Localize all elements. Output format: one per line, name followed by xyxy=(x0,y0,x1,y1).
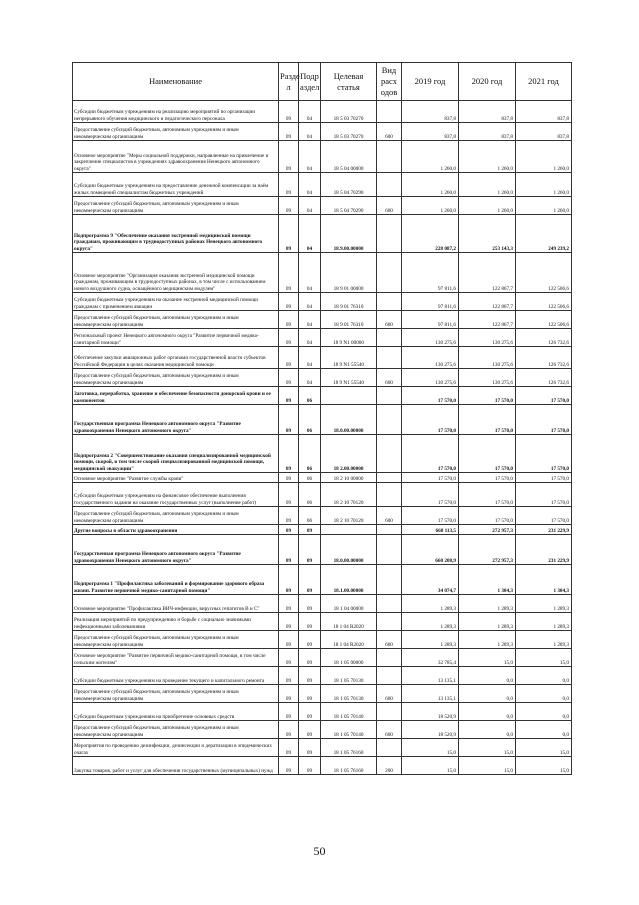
row-expense-type-cell xyxy=(377,525,402,535)
row-target-article-cell: 18 9 N1 00000 xyxy=(321,329,377,347)
row-name-cell: Предоставление субсидий бюджетным, автономным учреждениям и иным некоммерческим организациям xyxy=(73,197,279,215)
row-section-cell: 09 xyxy=(279,535,299,565)
row-year-2020-cell: 0,0 xyxy=(459,721,516,739)
row-expense-type-cell xyxy=(377,703,402,721)
row-target-article-cell: 18 5 04 00000 xyxy=(321,141,377,173)
row-expense-type-cell xyxy=(377,565,402,595)
table-row xyxy=(73,535,572,565)
row-section-cell: 09 xyxy=(279,649,299,667)
row-section-cell: 09 xyxy=(279,435,299,473)
row-section-cell: 09 xyxy=(279,329,299,347)
table-row xyxy=(73,649,572,667)
row-year-2021-cell: 17 570,0 xyxy=(516,483,572,507)
row-target-article-cell: 18 1 04 R2020 xyxy=(321,613,377,631)
row-year-2020-cell: 130 275,6 xyxy=(459,347,516,369)
row-subsection-cell: 09 xyxy=(299,631,321,649)
row-subsection-cell: 04 xyxy=(299,101,321,123)
row-subsection-cell: 04 xyxy=(299,253,321,293)
row-section-cell: 09 xyxy=(279,405,299,435)
row-section-cell: 09 xyxy=(279,311,299,329)
row-year-2019-cell: 1 289,3 xyxy=(402,595,459,613)
row-section-cell: 09 xyxy=(279,565,299,595)
row-year-2021-cell: 1 289,3 xyxy=(516,631,572,649)
header-section: Разде л xyxy=(279,63,299,101)
row-target-article-cell: 18 9 N1 55540 xyxy=(321,347,377,369)
row-subsection-cell: 04 xyxy=(299,293,321,311)
row-subsection-cell: 04 xyxy=(299,173,321,197)
row-section-cell: 09 xyxy=(279,613,299,631)
header-year-2019: 2019 год xyxy=(402,63,459,101)
row-target-article-cell: 18 5 04 70290 xyxy=(321,197,377,215)
row-year-2021-cell: 126 732,6 xyxy=(516,329,572,347)
row-name-cell: Основное мероприятие "Развитие первичной медико-санитарной помощи, в том числе сельским жителям" xyxy=(73,649,279,667)
row-section-cell: 09 xyxy=(279,215,299,253)
row-expense-type-cell xyxy=(377,405,402,435)
row-subsection-cell: 09 xyxy=(299,703,321,721)
row-year-2021-cell: 17 570,0 xyxy=(516,473,572,483)
row-year-2020-cell: 1 260,0 xyxy=(459,197,516,215)
row-expense-type-cell xyxy=(377,101,402,123)
row-expense-type-cell xyxy=(377,473,402,483)
row-year-2020-cell: 17 570,0 xyxy=(459,435,516,473)
row-name-cell: Субсидии бюджетным учреждениям на оказание экстренной медицинской помощи гражданам с применением авиации xyxy=(73,293,279,311)
row-expense-type-cell xyxy=(377,141,402,173)
row-year-2021-cell: 0,0 xyxy=(516,721,572,739)
row-year-2020-cell: 15,0 xyxy=(459,757,516,775)
row-year-2019-cell: 17 570,0 xyxy=(402,435,459,473)
row-section-cell: 09 xyxy=(279,685,299,703)
row-section-cell: 09 xyxy=(279,387,299,405)
row-subsection-cell: 09 xyxy=(299,739,321,757)
row-year-2020-cell: 122 867,7 xyxy=(459,293,516,311)
table-row xyxy=(73,387,572,405)
row-name-cell: Реализация мероприятий по предупреждению и борьбе с социально значимыми инфекционными заболеваниями xyxy=(73,613,279,631)
row-year-2021-cell: 126 732,6 xyxy=(516,347,572,369)
row-year-2019-cell: 1 289,3 xyxy=(402,613,459,631)
row-year-2021-cell: 231 229,9 xyxy=(516,535,572,565)
row-target-article-cell: 18 9 N1 55540 xyxy=(321,369,377,387)
row-subsection-cell: 06 xyxy=(299,473,321,483)
row-expense-type-cell xyxy=(377,739,402,757)
row-target-article-cell: 18 2 10 70120 xyxy=(321,483,377,507)
row-target-article-cell: 18 5 03 70270 xyxy=(321,123,377,141)
row-section-cell: 09 xyxy=(279,197,299,215)
row-year-2019-cell: 13 135,1 xyxy=(402,685,459,703)
row-target-article-cell: 18 2 10 00000 xyxy=(321,473,377,483)
row-name-cell: Предоставление субсидий бюджетным, автономным учреждениям и иным некоммерческим организациям xyxy=(73,123,279,141)
row-name-cell: Подпрограмма 1 "Профилактика заболеваний и формирование здорового образа жизни. Развитие первичной медико-санитарной помощи" xyxy=(73,565,279,595)
header-name: Наименование xyxy=(73,63,279,101)
row-subsection-cell: 06 xyxy=(299,405,321,435)
row-expense-type-cell xyxy=(377,595,402,613)
table-row xyxy=(73,101,572,123)
row-name-cell: Субсидии бюджетным учреждениям на предоставление денежной компенсации за наём жилых помещений специалистам бюджетных учреждений xyxy=(73,173,279,197)
row-year-2020-cell: 1 260,0 xyxy=(459,141,516,173)
row-year-2019-cell: 228 087,2 xyxy=(402,215,459,253)
row-subsection-cell: 06 xyxy=(299,435,321,473)
row-section-cell: 09 xyxy=(279,253,299,293)
row-year-2021-cell: 17 570,0 xyxy=(516,405,572,435)
row-section-cell: 09 xyxy=(279,525,299,535)
row-expense-type-cell xyxy=(377,483,402,507)
row-year-2021-cell: 15,0 xyxy=(516,739,572,757)
row-name-cell: Основное мероприятие "Профилактика ВИЧ-инфекции, вирусных гепатитов В и С" xyxy=(73,595,279,613)
row-subsection-cell: 09 xyxy=(299,535,321,565)
row-year-2019-cell: 97 811,6 xyxy=(402,253,459,293)
row-year-2019-cell: 13 135,1 xyxy=(402,667,459,685)
row-section-cell: 09 xyxy=(279,173,299,197)
row-subsection-cell: 06 xyxy=(299,507,321,525)
table-row xyxy=(73,293,572,311)
row-year-2020-cell: 837,8 xyxy=(459,101,516,123)
row-year-2021-cell: 231 229,9 xyxy=(516,525,572,535)
table-row xyxy=(73,595,572,613)
row-year-2019-cell: 837,8 xyxy=(402,101,459,123)
row-target-article-cell: 18 1 05 70130 xyxy=(321,667,377,685)
row-target-article-cell: 18 1 05 76160 xyxy=(321,739,377,757)
table-row xyxy=(73,757,572,775)
row-section-cell: 09 xyxy=(279,631,299,649)
row-section-cell: 09 xyxy=(279,101,299,123)
row-target-article-cell: 18 9 01 76310 xyxy=(321,311,377,329)
row-year-2020-cell: 272 957,3 xyxy=(459,525,516,535)
row-year-2021-cell: 837,8 xyxy=(516,123,572,141)
row-year-2020-cell: 130 275,6 xyxy=(459,369,516,387)
row-year-2019-cell: 1 289,3 xyxy=(402,631,459,649)
row-subsection-cell: 09 xyxy=(299,667,321,685)
row-subsection-cell: 04 xyxy=(299,141,321,173)
row-year-2020-cell: 17 570,0 xyxy=(459,483,516,507)
row-name-cell: Субсидии бюджетным учреждениям на проведение текущего и капитального ремонта xyxy=(73,667,279,685)
header-year-2020: 2020 год xyxy=(459,63,516,101)
row-year-2021-cell: 1 260,0 xyxy=(516,173,572,197)
row-section-cell: 09 xyxy=(279,483,299,507)
row-name-cell: Субсидии бюджетным учреждениям на реализацию мероприятий по организации непрерывного обучения медицинского и педагогического персонала xyxy=(73,101,279,123)
budget-table-container xyxy=(72,62,571,775)
row-target-article-cell: 18 1 05 70140 xyxy=(321,703,377,721)
table-row xyxy=(73,405,572,435)
row-section-cell: 09 xyxy=(279,141,299,173)
row-name-cell: Предоставление субсидий бюджетным, автономным учреждениям и иным некоммерческим организациям xyxy=(73,311,279,329)
row-expense-type-cell: 600 xyxy=(377,197,402,215)
row-target-article-cell: 18 1 04 R2020 xyxy=(321,631,377,649)
row-subsection-cell: 06 xyxy=(299,483,321,507)
row-section-cell: 09 xyxy=(279,703,299,721)
row-year-2019-cell: 130 275,6 xyxy=(402,347,459,369)
row-year-2019-cell: 17 570,0 xyxy=(402,405,459,435)
table-row xyxy=(73,525,572,535)
row-year-2019-cell: 97 811,6 xyxy=(402,311,459,329)
row-year-2020-cell: 0,0 xyxy=(459,667,516,685)
table-row xyxy=(73,347,572,369)
row-name-cell: Региональный проект Ненецкого автономного округа "Развитие первичной медико-санитарной помощи" xyxy=(73,329,279,347)
table-row xyxy=(73,483,572,507)
row-name-cell: Субсидии бюджетным учреждениям на приобретение основных средств xyxy=(73,703,279,721)
row-target-article-cell xyxy=(321,387,377,405)
row-year-2021-cell: 0,0 xyxy=(516,703,572,721)
row-year-2020-cell: 17 570,0 xyxy=(459,405,516,435)
row-section-cell: 09 xyxy=(279,369,299,387)
row-name-cell: Предоставление субсидий бюджетным, автономным учреждениям и иным некоммерческим организациям xyxy=(73,631,279,649)
row-expense-type-cell xyxy=(377,329,402,347)
table-row xyxy=(73,329,572,347)
row-year-2021-cell: 0,0 xyxy=(516,667,572,685)
row-name-cell: Мероприятия по проведению дезинфекции, дезинсекции и дератизации в эпидемических очагах xyxy=(73,739,279,757)
row-year-2019-cell: 15,0 xyxy=(402,757,459,775)
row-year-2020-cell: 1 289,3 xyxy=(459,631,516,649)
row-expense-type-cell xyxy=(377,173,402,197)
row-target-article-cell: 18 1 05 00000 xyxy=(321,649,377,667)
row-year-2021-cell: 0,0 xyxy=(516,685,572,703)
row-expense-type-cell xyxy=(377,387,402,405)
row-expense-type-cell: 600 xyxy=(377,507,402,525)
row-expense-type-cell: 600 xyxy=(377,631,402,649)
row-expense-type-cell: 600 xyxy=(377,311,402,329)
row-year-2021-cell: 17 570,0 xyxy=(516,435,572,473)
budget-table xyxy=(72,62,572,775)
row-subsection-cell: 09 xyxy=(299,685,321,703)
table-row xyxy=(73,703,572,721)
row-expense-type-cell xyxy=(377,649,402,667)
row-section-cell: 09 xyxy=(279,293,299,311)
row-section-cell: 09 xyxy=(279,667,299,685)
row-name-cell: Предоставление субсидий бюджетным, автономным учреждениям и иным некоммерческим организациям xyxy=(73,721,279,739)
row-year-2019-cell: 1 260,0 xyxy=(402,141,459,173)
row-target-article-cell: 18 9 01 76310 xyxy=(321,293,377,311)
row-name-cell: Предоставление субсидий бюджетным, автономным учреждениям и иным некоммерческим организациям xyxy=(73,507,279,525)
row-year-2020-cell: 253 143,3 xyxy=(459,215,516,253)
row-section-cell: 09 xyxy=(279,347,299,369)
row-year-2021-cell: 15,0 xyxy=(516,757,572,775)
row-year-2019-cell: 18 520,9 xyxy=(402,721,459,739)
table-row xyxy=(73,667,572,685)
row-target-article-cell: 18 2 10 70120 xyxy=(321,507,377,525)
row-subsection-cell: 04 xyxy=(299,347,321,369)
row-year-2019-cell: 17 570,0 xyxy=(402,507,459,525)
row-subsection-cell: 09 xyxy=(299,649,321,667)
row-name-cell: Другие вопросы в области здравоохранения xyxy=(73,525,279,535)
row-year-2020-cell: 0,0 xyxy=(459,685,516,703)
row-year-2019-cell: 15,0 xyxy=(402,739,459,757)
row-year-2019-cell: 1 260,0 xyxy=(402,173,459,197)
row-name-cell: Основное мероприятие "Организация оказания экстренной медицинской помощи гражданам, проживающим в труднодоступных районах, в том числе с использованием нового воздушного судна, оснащённого медицинским модулем" xyxy=(73,253,279,293)
row-year-2020-cell: 272 957,3 xyxy=(459,535,516,565)
row-target-article-cell: 18.0.00.00000 xyxy=(321,405,377,435)
header-year-2021: 2021 год xyxy=(516,63,572,101)
row-year-2019-cell: 34 074,7 xyxy=(402,565,459,595)
row-expense-type-cell: 600 xyxy=(377,369,402,387)
row-year-2019-cell: 17 570,0 xyxy=(402,387,459,405)
row-year-2020-cell: 122 867,7 xyxy=(459,311,516,329)
page-number: 50 xyxy=(313,844,326,858)
row-subsection-cell: 04 xyxy=(299,215,321,253)
header-target-article: Целевая статья xyxy=(321,63,377,101)
row-year-2019-cell: 97 811,6 xyxy=(402,293,459,311)
row-name-cell: Обеспечение закупки авиационных работ органами государственной власти субъектов Российской Федерации в целях оказания медицинской помощи xyxy=(73,347,279,369)
row-subsection-cell: 04 xyxy=(299,123,321,141)
row-subsection-cell: 09 xyxy=(299,721,321,739)
table-header-row xyxy=(73,63,572,101)
row-subsection-cell: 09 xyxy=(299,757,321,775)
table-row xyxy=(73,253,572,293)
table-row xyxy=(73,311,572,329)
row-year-2020-cell: 1 289,3 xyxy=(459,595,516,613)
row-year-2019-cell: 17 570,0 xyxy=(402,483,459,507)
row-year-2020-cell: 17 570,0 xyxy=(459,473,516,483)
row-section-cell: 09 xyxy=(279,507,299,525)
row-year-2020-cell: 17 570,0 xyxy=(459,507,516,525)
row-name-cell: Государственная программа Ненецкого автономного округа "Развитие здравоохранения Ненецкого автономного округа" xyxy=(73,535,279,565)
table-row xyxy=(73,173,572,197)
table-row xyxy=(73,739,572,757)
row-year-2021-cell: 122 506,6 xyxy=(516,253,572,293)
table-row xyxy=(73,721,572,739)
row-year-2019-cell: 1 260,0 xyxy=(402,197,459,215)
row-subsection-cell: 09 xyxy=(299,613,321,631)
table-row xyxy=(73,123,572,141)
row-expense-type-cell xyxy=(377,613,402,631)
row-year-2020-cell: 1 304,3 xyxy=(459,565,516,595)
row-year-2021-cell: 126 732,6 xyxy=(516,369,572,387)
row-expense-type-cell: 200 xyxy=(377,757,402,775)
row-year-2021-cell: 249 239,2 xyxy=(516,215,572,253)
row-name-cell: Основное мероприятие "Развитие службы крови" xyxy=(73,473,279,483)
row-year-2019-cell: 18 520,9 xyxy=(402,703,459,721)
row-target-article-cell: 18 1 04 00000 xyxy=(321,595,377,613)
row-expense-type-cell xyxy=(377,253,402,293)
row-year-2020-cell: 1 289,3 xyxy=(459,613,516,631)
row-target-article-cell: 18 1 05 76160 xyxy=(321,757,377,775)
table-row xyxy=(73,197,572,215)
row-name-cell: Государственная программа Ненецкого автономного округа "Развитие здравоохранения Ненецкого автономного округа" xyxy=(73,405,279,435)
row-name-cell: Подпрограмма 9 "Обеспечение оказания экстренной медицинской помощи гражданам, проживающим в труднодоступных районах Ненецкого автономного округа" xyxy=(73,215,279,253)
header-subsection: Подр аздел xyxy=(299,63,321,101)
row-section-cell: 09 xyxy=(279,739,299,757)
row-target-article-cell: 18 9 01 00000 xyxy=(321,253,377,293)
table-row xyxy=(73,631,572,649)
row-section-cell: 09 xyxy=(279,721,299,739)
header-expense-type: Вид расх одов xyxy=(377,63,402,101)
row-target-article-cell: 18 5 04 70290 xyxy=(321,173,377,197)
table-row xyxy=(73,507,572,525)
row-year-2020-cell: 0,0 xyxy=(459,703,516,721)
table-row xyxy=(73,565,572,595)
row-year-2019-cell: 17 570,0 xyxy=(402,473,459,483)
row-year-2019-cell: 668 113,5 xyxy=(402,525,459,535)
row-year-2021-cell: 1 304,3 xyxy=(516,565,572,595)
row-expense-type-cell xyxy=(377,293,402,311)
row-expense-type-cell: 600 xyxy=(377,685,402,703)
row-year-2020-cell: 130 275,6 xyxy=(459,329,516,347)
row-expense-type-cell: 600 xyxy=(377,721,402,739)
row-year-2020-cell: 837,8 xyxy=(459,123,516,141)
row-year-2021-cell: 1 289,3 xyxy=(516,613,572,631)
row-year-2021-cell: 1 260,0 xyxy=(516,141,572,173)
row-expense-type-cell xyxy=(377,215,402,253)
row-name-cell: Заготовка, переработка, хранение и обеспечение безопасности донорской крови и ее компонентов xyxy=(73,387,279,405)
row-year-2021-cell: 122 506,6 xyxy=(516,311,572,329)
row-year-2020-cell: 15,0 xyxy=(459,649,516,667)
table-row xyxy=(73,141,572,173)
table-row xyxy=(73,435,572,473)
row-name-cell: Предоставление субсидий бюджетным, автономным учреждениям и иным некоммерческим организациям xyxy=(73,685,279,703)
row-year-2020-cell: 122 867,7 xyxy=(459,253,516,293)
row-year-2021-cell: 15,0 xyxy=(516,649,572,667)
row-name-cell: Субсидии бюджетным учреждениям на финансовое обеспечение выполнения государственного задания на оказание государственных услуг (выполнение работ) xyxy=(73,483,279,507)
row-subsection-cell: 09 xyxy=(299,525,321,535)
row-subsection-cell: 09 xyxy=(299,565,321,595)
row-year-2020-cell: 15,0 xyxy=(459,739,516,757)
row-year-2019-cell: 130 275,6 xyxy=(402,369,459,387)
table-row xyxy=(73,369,572,387)
row-year-2019-cell: 660 208,9 xyxy=(402,535,459,565)
row-year-2020-cell: 1 260,0 xyxy=(459,173,516,197)
row-year-2021-cell: 17 570,0 xyxy=(516,387,572,405)
table-row xyxy=(73,613,572,631)
row-year-2019-cell: 32 785,4 xyxy=(402,649,459,667)
row-name-cell: Подпрограмма 2 "Совершенствование оказания специализированной медицинской помощи, скорой, в том числе скорой специализированной медицинской помощи, медицинской эвакуации" xyxy=(73,435,279,473)
row-year-2020-cell: 17 570,0 xyxy=(459,387,516,405)
row-year-2021-cell: 17 570,0 xyxy=(516,507,572,525)
row-year-2019-cell: 130 275,6 xyxy=(402,329,459,347)
row-subsection-cell: 04 xyxy=(299,329,321,347)
row-target-article-cell: 18.9.00.00000 xyxy=(321,215,377,253)
row-target-article-cell: 18.0.00.00000 xyxy=(321,535,377,565)
row-year-2021-cell: 1 289,3 xyxy=(516,595,572,613)
row-name-cell: Закупка товаров, работ и услуг для обеспечения государственных (муниципальных) нужд xyxy=(73,757,279,775)
row-year-2021-cell: 837,8 xyxy=(516,101,572,123)
row-target-article-cell: 18 1 05 70130 xyxy=(321,685,377,703)
table-row xyxy=(73,473,572,483)
row-subsection-cell: 06 xyxy=(299,387,321,405)
row-subsection-cell: 09 xyxy=(299,595,321,613)
row-expense-type-cell xyxy=(377,347,402,369)
row-expense-type-cell xyxy=(377,535,402,565)
row-expense-type-cell: 600 xyxy=(377,123,402,141)
row-target-article-cell: 18 1 05 70140 xyxy=(321,721,377,739)
row-year-2019-cell: 837,8 xyxy=(402,123,459,141)
row-expense-type-cell xyxy=(377,435,402,473)
row-target-article-cell: 18 2.00.00000 xyxy=(321,435,377,473)
row-year-2021-cell: 1 260,0 xyxy=(516,197,572,215)
row-target-article-cell: 18 5 03 70270 xyxy=(321,101,377,123)
row-section-cell: 09 xyxy=(279,595,299,613)
row-target-article-cell xyxy=(321,525,377,535)
row-section-cell: 09 xyxy=(279,473,299,483)
row-section-cell: 09 xyxy=(279,123,299,141)
row-subsection-cell: 04 xyxy=(299,197,321,215)
row-expense-type-cell xyxy=(377,667,402,685)
row-target-article-cell: 18.1.00.00000 xyxy=(321,565,377,595)
row-subsection-cell: 04 xyxy=(299,369,321,387)
row-name-cell: Основное мероприятие "Меры социальной поддержки, направленные на привлечение и закрепление специалистов в учреждениях здравоохранения Ненецкого автономного округа" xyxy=(73,141,279,173)
row-subsection-cell: 04 xyxy=(299,311,321,329)
row-year-2021-cell: 122 506,6 xyxy=(516,293,572,311)
table-row xyxy=(73,215,572,253)
table-body xyxy=(73,101,572,775)
row-section-cell: 09 xyxy=(279,757,299,775)
table-row xyxy=(73,685,572,703)
row-name-cell: Предоставление субсидий бюджетным, автономным учреждениям и иным некоммерческим организациям xyxy=(73,369,279,387)
